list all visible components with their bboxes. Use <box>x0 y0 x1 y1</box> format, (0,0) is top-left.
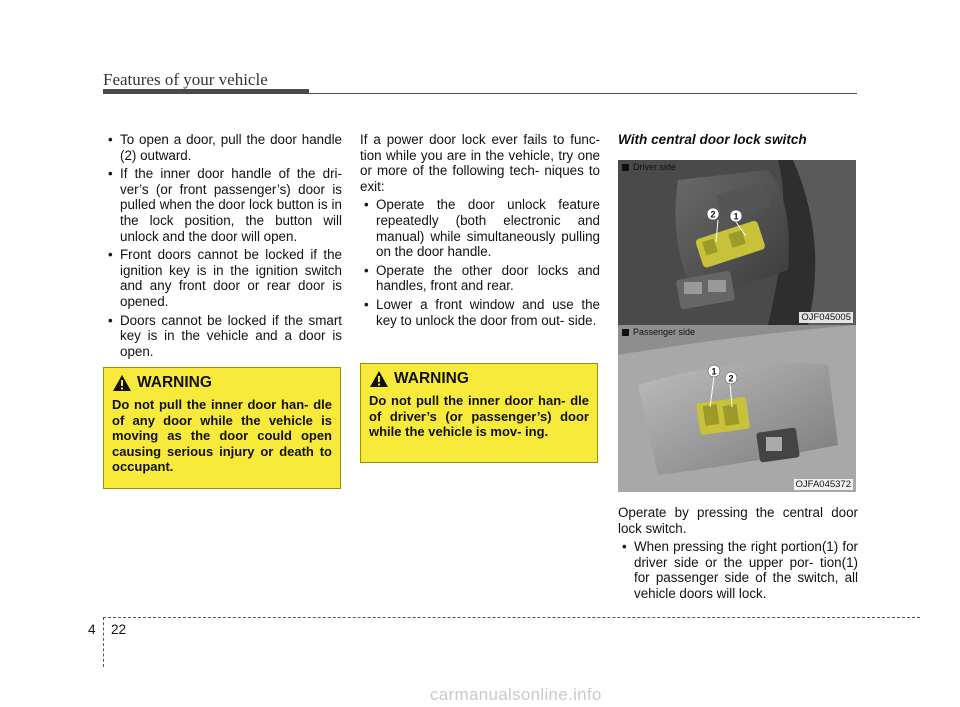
callout-2: 2 <box>728 373 734 384</box>
page-chapter-number: 4 <box>88 622 96 637</box>
photo-label <box>622 162 676 172</box>
warning-box-2 <box>360 363 598 463</box>
photo-label-text: Passenger side <box>633 327 696 337</box>
list-item: • Doors cannot be locked if the smart key is in the vehicle and a door is open. <box>104 313 342 360</box>
passenger-side-photo <box>618 325 856 492</box>
header-bar-thin <box>103 93 857 94</box>
column-2 <box>360 132 600 331</box>
list-item: • If the inner door handle of the dri- ver’s (or front passenger’s) door is pulled when the door lock button is in the lock position, the button will unlock and the door will open. <box>104 166 342 244</box>
column-1 <box>104 132 342 362</box>
col2-intro: If a power door lock ever fails to func- tion while you are in the vehicle, try one or more of the following tech- niques to exit: <box>360 132 600 194</box>
warning-box-1 <box>103 367 341 489</box>
section-heading: With central door lock switch <box>618 132 807 147</box>
photo-label-text: Driver side <box>633 162 677 172</box>
warning-header <box>369 370 589 388</box>
col3-paragraph: Operate by pressing the central door lock switch. <box>618 505 858 536</box>
warning-header <box>112 374 332 392</box>
list-item: • Operate the other door locks and handles, front and rear. <box>360 263 600 294</box>
footer-divider-vertical <box>103 617 104 667</box>
callout-1: 1 <box>733 211 739 222</box>
list-item: • Front doors cannot be locked if the ignition key is in the ignition switch and any front door or rear door is opened. <box>104 247 342 309</box>
photo-code: OJF045005 <box>801 312 851 323</box>
warning-title: WARNING <box>137 374 212 391</box>
photo-label <box>622 327 695 337</box>
driver-door-illustration <box>618 160 856 325</box>
warning-text: Do not pull the inner door han- dle of driver’s (or passenger’s) door while the vehicle is mov- ing. <box>369 393 589 440</box>
callout-2: 2 <box>710 209 716 220</box>
warning-title: WARNING <box>394 370 469 387</box>
warning-triangle-icon <box>112 374 132 392</box>
callout-1: 1 <box>711 366 717 377</box>
footer-divider-horizontal <box>103 617 920 619</box>
driver-side-photo <box>618 160 856 325</box>
col2-bullet-list <box>360 197 600 328</box>
col1-bullet-list <box>104 132 342 359</box>
list-item: • To open a door, pull the door handle (2) outward. <box>104 132 342 163</box>
page-header-title: Features of your vehicle <box>103 70 268 89</box>
warning-triangle-icon <box>369 370 389 388</box>
photo-code: OJFA045372 <box>795 479 851 490</box>
page-number: 22 <box>111 622 127 637</box>
square-bullet-icon <box>622 164 629 171</box>
watermark: carmanualsonline.info <box>430 685 602 704</box>
warning-text: Do not pull the inner door han- dle of any door while the vehicle is moving as the door could open causing serious injury or death to occupant. <box>112 397 332 475</box>
col3-bullet-list <box>618 539 858 601</box>
column-3-body <box>618 505 858 605</box>
square-bullet-icon <box>622 329 629 336</box>
passenger-door-illustration <box>618 325 856 492</box>
list-item: • Operate the door unlock feature repeatedly (both electronic and manual) while simultaneously pulling on the door handle. <box>360 197 600 259</box>
list-item: • Lower a front window and use the key to unlock the door from out- side. <box>360 297 600 328</box>
list-item: • When pressing the right portion(1) for driver side or the upper por- tion(1) for passenger side of the switch, all vehicle doors will lock. <box>618 539 858 601</box>
